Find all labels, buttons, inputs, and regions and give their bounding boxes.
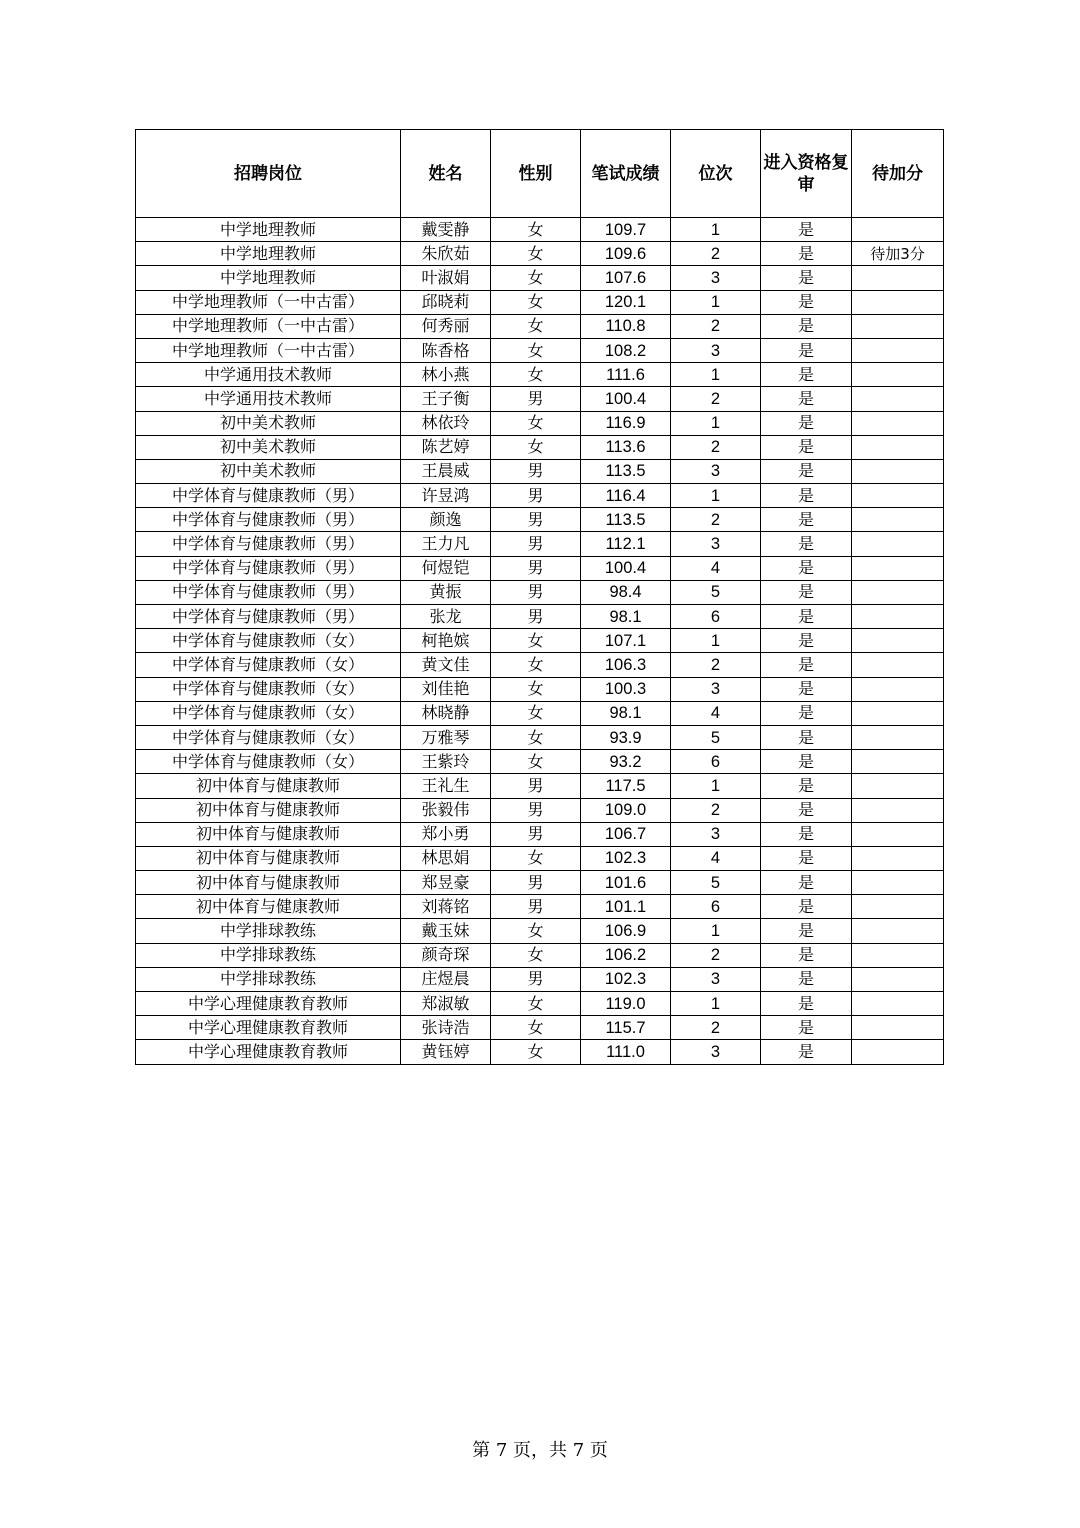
cell-score: 113.5 xyxy=(581,459,671,483)
cell-position: 中学体育与健康教师（女） xyxy=(136,677,401,701)
cell-bonus xyxy=(852,774,944,798)
cell-review: 是 xyxy=(761,459,852,483)
cell-score: 106.7 xyxy=(581,822,671,846)
header-gender: 性别 xyxy=(491,130,581,218)
cell-review: 是 xyxy=(761,556,852,580)
table-row xyxy=(136,653,944,677)
cell-name: 何秀丽 xyxy=(401,314,491,338)
cell-score: 108.2 xyxy=(581,338,671,362)
cell-review: 是 xyxy=(761,1016,852,1040)
table-row xyxy=(136,556,944,580)
table-row xyxy=(136,895,944,919)
table-row xyxy=(136,459,944,483)
results-table xyxy=(135,129,944,1065)
cell-bonus xyxy=(852,871,944,895)
cell-rank: 5 xyxy=(671,580,761,604)
cell-rank: 2 xyxy=(671,314,761,338)
cell-score: 101.6 xyxy=(581,871,671,895)
cell-position: 初中体育与健康教师 xyxy=(136,846,401,870)
cell-name: 王礼生 xyxy=(401,774,491,798)
cell-bonus: 待加3分 xyxy=(852,242,944,266)
cell-rank: 3 xyxy=(671,338,761,362)
cell-score: 119.0 xyxy=(581,992,671,1016)
cell-rank: 6 xyxy=(671,605,761,629)
cell-gender: 女 xyxy=(491,338,581,362)
cell-bonus xyxy=(852,919,944,943)
cell-name: 邱晓莉 xyxy=(401,290,491,314)
cell-gender: 男 xyxy=(491,822,581,846)
cell-bonus xyxy=(852,218,944,242)
cell-bonus xyxy=(852,629,944,653)
cell-gender: 女 xyxy=(491,218,581,242)
table-row xyxy=(136,1040,944,1064)
cell-bonus xyxy=(852,338,944,362)
cell-name: 郑昱豪 xyxy=(401,871,491,895)
cell-name: 黄文佳 xyxy=(401,653,491,677)
cell-review: 是 xyxy=(761,943,852,967)
cell-review: 是 xyxy=(761,725,852,749)
cell-gender: 女 xyxy=(491,290,581,314)
cell-gender: 女 xyxy=(491,725,581,749)
cell-score: 98.1 xyxy=(581,701,671,725)
table-row xyxy=(136,798,944,822)
cell-gender: 女 xyxy=(491,411,581,435)
cell-gender: 男 xyxy=(491,798,581,822)
cell-rank: 3 xyxy=(671,967,761,991)
header-position: 招聘岗位 xyxy=(136,130,401,218)
cell-gender: 男 xyxy=(491,484,581,508)
cell-bonus xyxy=(852,967,944,991)
cell-score: 102.3 xyxy=(581,846,671,870)
cell-gender: 男 xyxy=(491,387,581,411)
header-score: 笔试成绩 xyxy=(581,130,671,218)
cell-name: 张龙 xyxy=(401,605,491,629)
cell-review: 是 xyxy=(761,508,852,532)
cell-gender: 女 xyxy=(491,846,581,870)
table-row xyxy=(136,605,944,629)
cell-rank: 1 xyxy=(671,411,761,435)
cell-score: 109.0 xyxy=(581,798,671,822)
cell-score: 111.0 xyxy=(581,1040,671,1064)
cell-review: 是 xyxy=(761,435,852,459)
cell-name: 王子衡 xyxy=(401,387,491,411)
cell-name: 戴玉妹 xyxy=(401,919,491,943)
cell-name: 林小燕 xyxy=(401,363,491,387)
cell-position: 中学体育与健康教师（男） xyxy=(136,605,401,629)
cell-gender: 女 xyxy=(491,266,581,290)
cell-rank: 1 xyxy=(671,774,761,798)
cell-bonus xyxy=(852,992,944,1016)
cell-score: 93.2 xyxy=(581,750,671,774)
cell-name: 张毅伟 xyxy=(401,798,491,822)
cell-bonus xyxy=(852,653,944,677)
cell-review: 是 xyxy=(761,701,852,725)
cell-position: 初中体育与健康教师 xyxy=(136,798,401,822)
cell-name: 林思娟 xyxy=(401,846,491,870)
cell-name: 林依玲 xyxy=(401,411,491,435)
cell-bonus xyxy=(852,314,944,338)
cell-review: 是 xyxy=(761,919,852,943)
cell-rank: 2 xyxy=(671,798,761,822)
cell-score: 107.1 xyxy=(581,629,671,653)
cell-score: 117.5 xyxy=(581,774,671,798)
cell-position: 初中体育与健康教师 xyxy=(136,822,401,846)
cell-review: 是 xyxy=(761,677,852,701)
cell-rank: 2 xyxy=(671,653,761,677)
cell-score: 116.4 xyxy=(581,484,671,508)
table-row xyxy=(136,508,944,532)
cell-name: 王力凡 xyxy=(401,532,491,556)
cell-position: 中学地理教师（一中古雷） xyxy=(136,290,401,314)
cell-review: 是 xyxy=(761,218,852,242)
cell-bonus xyxy=(852,556,944,580)
cell-review: 是 xyxy=(761,871,852,895)
table-row xyxy=(136,435,944,459)
cell-gender: 女 xyxy=(491,943,581,967)
cell-name: 林晓静 xyxy=(401,701,491,725)
cell-bonus xyxy=(852,846,944,870)
cell-rank: 6 xyxy=(671,750,761,774)
cell-rank: 1 xyxy=(671,484,761,508)
cell-gender: 女 xyxy=(491,992,581,1016)
cell-score: 120.1 xyxy=(581,290,671,314)
cell-review: 是 xyxy=(761,580,852,604)
cell-name: 刘佳艳 xyxy=(401,677,491,701)
cell-bonus xyxy=(852,532,944,556)
cell-bonus xyxy=(852,701,944,725)
cell-bonus xyxy=(852,725,944,749)
cell-bonus xyxy=(852,290,944,314)
cell-bonus xyxy=(852,798,944,822)
cell-bonus xyxy=(852,411,944,435)
cell-name: 陈香格 xyxy=(401,338,491,362)
cell-rank: 3 xyxy=(671,459,761,483)
table-row xyxy=(136,1016,944,1040)
cell-score: 98.1 xyxy=(581,605,671,629)
cell-score: 106.2 xyxy=(581,943,671,967)
cell-gender: 男 xyxy=(491,967,581,991)
cell-name: 朱欣茹 xyxy=(401,242,491,266)
cell-review: 是 xyxy=(761,605,852,629)
cell-rank: 4 xyxy=(671,556,761,580)
cell-bonus xyxy=(852,580,944,604)
table-row xyxy=(136,387,944,411)
cell-score: 107.6 xyxy=(581,266,671,290)
cell-score: 116.9 xyxy=(581,411,671,435)
cell-rank: 1 xyxy=(671,218,761,242)
cell-bonus xyxy=(852,435,944,459)
cell-position: 初中体育与健康教师 xyxy=(136,895,401,919)
cell-name: 刘蒋铭 xyxy=(401,895,491,919)
cell-score: 115.7 xyxy=(581,1016,671,1040)
cell-position: 中学体育与健康教师（女） xyxy=(136,653,401,677)
cell-name: 王紫玲 xyxy=(401,750,491,774)
cell-review: 是 xyxy=(761,363,852,387)
cell-rank: 6 xyxy=(671,895,761,919)
cell-position: 中学地理教师 xyxy=(136,242,401,266)
cell-name: 郑淑敏 xyxy=(401,992,491,1016)
cell-position: 初中美术教师 xyxy=(136,435,401,459)
cell-review: 是 xyxy=(761,484,852,508)
cell-bonus xyxy=(852,895,944,919)
cell-review: 是 xyxy=(761,314,852,338)
cell-name: 张诗浩 xyxy=(401,1016,491,1040)
cell-rank: 3 xyxy=(671,266,761,290)
cell-position: 初中美术教师 xyxy=(136,459,401,483)
cell-name: 何煜铠 xyxy=(401,556,491,580)
cell-bonus xyxy=(852,750,944,774)
cell-review: 是 xyxy=(761,846,852,870)
cell-gender: 男 xyxy=(491,871,581,895)
cell-position: 中学心理健康教育教师 xyxy=(136,1040,401,1064)
cell-position: 中学排球教练 xyxy=(136,919,401,943)
cell-name: 郑小勇 xyxy=(401,822,491,846)
cell-name: 叶淑娟 xyxy=(401,266,491,290)
cell-bonus xyxy=(852,677,944,701)
cell-name: 颜奇琛 xyxy=(401,943,491,967)
cell-rank: 5 xyxy=(671,871,761,895)
cell-score: 93.9 xyxy=(581,725,671,749)
cell-gender: 男 xyxy=(491,532,581,556)
table-row xyxy=(136,871,944,895)
header-review: 进入资格复审 xyxy=(761,130,852,218)
page-number: 第 7 页，共 7 页 xyxy=(472,1440,608,1461)
table-row xyxy=(136,218,944,242)
cell-rank: 3 xyxy=(671,822,761,846)
cell-review: 是 xyxy=(761,895,852,919)
cell-name: 黄振 xyxy=(401,580,491,604)
cell-position: 中学体育与健康教师（男） xyxy=(136,508,401,532)
table-row xyxy=(136,967,944,991)
cell-score: 113.6 xyxy=(581,435,671,459)
cell-gender: 男 xyxy=(491,459,581,483)
cell-rank: 2 xyxy=(671,1016,761,1040)
cell-review: 是 xyxy=(761,992,852,1016)
table-row xyxy=(136,363,944,387)
cell-position: 中学排球教练 xyxy=(136,943,401,967)
cell-position: 中学地理教师（一中古雷） xyxy=(136,314,401,338)
cell-score: 100.3 xyxy=(581,677,671,701)
table-row xyxy=(136,725,944,749)
cell-gender: 女 xyxy=(491,1040,581,1064)
cell-rank: 4 xyxy=(671,846,761,870)
cell-bonus xyxy=(852,943,944,967)
cell-review: 是 xyxy=(761,532,852,556)
cell-score: 100.4 xyxy=(581,387,671,411)
table-row xyxy=(136,314,944,338)
cell-review: 是 xyxy=(761,822,852,846)
table-row xyxy=(136,677,944,701)
cell-score: 113.5 xyxy=(581,508,671,532)
cell-name: 王晨威 xyxy=(401,459,491,483)
cell-review: 是 xyxy=(761,290,852,314)
cell-position: 中学心理健康教育教师 xyxy=(136,1016,401,1040)
cell-rank: 3 xyxy=(671,677,761,701)
cell-bonus xyxy=(852,387,944,411)
cell-review: 是 xyxy=(761,387,852,411)
cell-position: 中学体育与健康教师（男） xyxy=(136,580,401,604)
table-row xyxy=(136,242,944,266)
cell-score: 100.4 xyxy=(581,556,671,580)
cell-bonus xyxy=(852,484,944,508)
cell-name: 万雅琴 xyxy=(401,725,491,749)
cell-position: 中学地理教师（一中古雷） xyxy=(136,338,401,362)
cell-position: 中学体育与健康教师（女） xyxy=(136,629,401,653)
cell-rank: 2 xyxy=(671,943,761,967)
cell-gender: 男 xyxy=(491,580,581,604)
table-row xyxy=(136,266,944,290)
cell-rank: 3 xyxy=(671,532,761,556)
cell-score: 102.3 xyxy=(581,967,671,991)
cell-score: 98.4 xyxy=(581,580,671,604)
cell-score: 106.9 xyxy=(581,919,671,943)
cell-review: 是 xyxy=(761,967,852,991)
cell-position: 中学体育与健康教师（女） xyxy=(136,725,401,749)
cell-bonus xyxy=(852,822,944,846)
cell-rank: 2 xyxy=(671,508,761,532)
cell-position: 初中体育与健康教师 xyxy=(136,871,401,895)
cell-name: 黄钰婷 xyxy=(401,1040,491,1064)
table-row xyxy=(136,750,944,774)
cell-score: 109.6 xyxy=(581,242,671,266)
cell-review: 是 xyxy=(761,774,852,798)
cell-gender: 女 xyxy=(491,750,581,774)
cell-position: 中学体育与健康教师（男） xyxy=(136,532,401,556)
table-row xyxy=(136,822,944,846)
cell-review: 是 xyxy=(761,266,852,290)
cell-position: 中学通用技术教师 xyxy=(136,387,401,411)
header-name: 姓名 xyxy=(401,130,491,218)
table-row xyxy=(136,629,944,653)
cell-review: 是 xyxy=(761,338,852,362)
cell-name: 柯艳嫔 xyxy=(401,629,491,653)
cell-name: 庄煜晨 xyxy=(401,967,491,991)
cell-position: 中学体育与健康教师（女） xyxy=(136,701,401,725)
cell-gender: 女 xyxy=(491,1016,581,1040)
table-header xyxy=(136,130,944,218)
cell-score: 110.8 xyxy=(581,314,671,338)
cell-gender: 男 xyxy=(491,556,581,580)
cell-review: 是 xyxy=(761,798,852,822)
cell-name: 戴雯静 xyxy=(401,218,491,242)
cell-name: 陈艺婷 xyxy=(401,435,491,459)
cell-position: 中学地理教师 xyxy=(136,218,401,242)
table-row xyxy=(136,338,944,362)
cell-gender: 女 xyxy=(491,314,581,338)
cell-rank: 2 xyxy=(671,387,761,411)
cell-score: 109.7 xyxy=(581,218,671,242)
cell-position: 初中美术教师 xyxy=(136,411,401,435)
cell-score: 112.1 xyxy=(581,532,671,556)
cell-bonus xyxy=(852,1040,944,1064)
cell-gender: 男 xyxy=(491,605,581,629)
cell-bonus xyxy=(852,459,944,483)
cell-position: 中学心理健康教育教师 xyxy=(136,992,401,1016)
cell-rank: 1 xyxy=(671,992,761,1016)
cell-score: 111.6 xyxy=(581,363,671,387)
table-row xyxy=(136,290,944,314)
cell-gender: 男 xyxy=(491,508,581,532)
cell-score: 101.1 xyxy=(581,895,671,919)
cell-rank: 3 xyxy=(671,1040,761,1064)
cell-position: 中学地理教师 xyxy=(136,266,401,290)
cell-gender: 女 xyxy=(491,629,581,653)
cell-position: 中学排球教练 xyxy=(136,967,401,991)
table-body xyxy=(136,218,944,1065)
cell-rank: 1 xyxy=(671,629,761,653)
table-row xyxy=(136,992,944,1016)
cell-name: 颜逸 xyxy=(401,508,491,532)
cell-review: 是 xyxy=(761,750,852,774)
cell-rank: 5 xyxy=(671,725,761,749)
cell-rank: 1 xyxy=(671,290,761,314)
header-bonus: 待加分 xyxy=(852,130,944,218)
cell-gender: 女 xyxy=(491,435,581,459)
table-row xyxy=(136,919,944,943)
table-row xyxy=(136,532,944,556)
header-rank: 位次 xyxy=(671,130,761,218)
cell-rank: 2 xyxy=(671,435,761,459)
table-row xyxy=(136,411,944,435)
cell-position: 中学体育与健康教师（男） xyxy=(136,556,401,580)
cell-gender: 女 xyxy=(491,919,581,943)
cell-bonus xyxy=(852,363,944,387)
cell-review: 是 xyxy=(761,653,852,677)
cell-review: 是 xyxy=(761,411,852,435)
cell-gender: 女 xyxy=(491,363,581,387)
cell-bonus xyxy=(852,605,944,629)
cell-rank: 4 xyxy=(671,701,761,725)
cell-review: 是 xyxy=(761,629,852,653)
cell-rank: 1 xyxy=(671,919,761,943)
table-row xyxy=(136,846,944,870)
cell-gender: 女 xyxy=(491,677,581,701)
cell-position: 中学体育与健康教师（女） xyxy=(136,750,401,774)
cell-gender: 男 xyxy=(491,774,581,798)
cell-rank: 1 xyxy=(671,363,761,387)
table-row xyxy=(136,943,944,967)
cell-bonus xyxy=(852,266,944,290)
cell-gender: 男 xyxy=(491,895,581,919)
table-row xyxy=(136,580,944,604)
cell-review: 是 xyxy=(761,242,852,266)
cell-gender: 女 xyxy=(491,653,581,677)
table-row xyxy=(136,484,944,508)
cell-score: 106.3 xyxy=(581,653,671,677)
table-row xyxy=(136,774,944,798)
cell-position: 中学体育与健康教师（男） xyxy=(136,484,401,508)
cell-name: 许昱鸿 xyxy=(401,484,491,508)
cell-review: 是 xyxy=(761,1040,852,1064)
cell-position: 中学通用技术教师 xyxy=(136,363,401,387)
cell-bonus xyxy=(852,1016,944,1040)
header-row xyxy=(136,130,944,218)
cell-gender: 女 xyxy=(491,242,581,266)
table-row xyxy=(136,701,944,725)
cell-rank: 2 xyxy=(671,242,761,266)
cell-gender: 女 xyxy=(491,701,581,725)
cell-position: 初中体育与健康教师 xyxy=(136,774,401,798)
cell-bonus xyxy=(852,508,944,532)
